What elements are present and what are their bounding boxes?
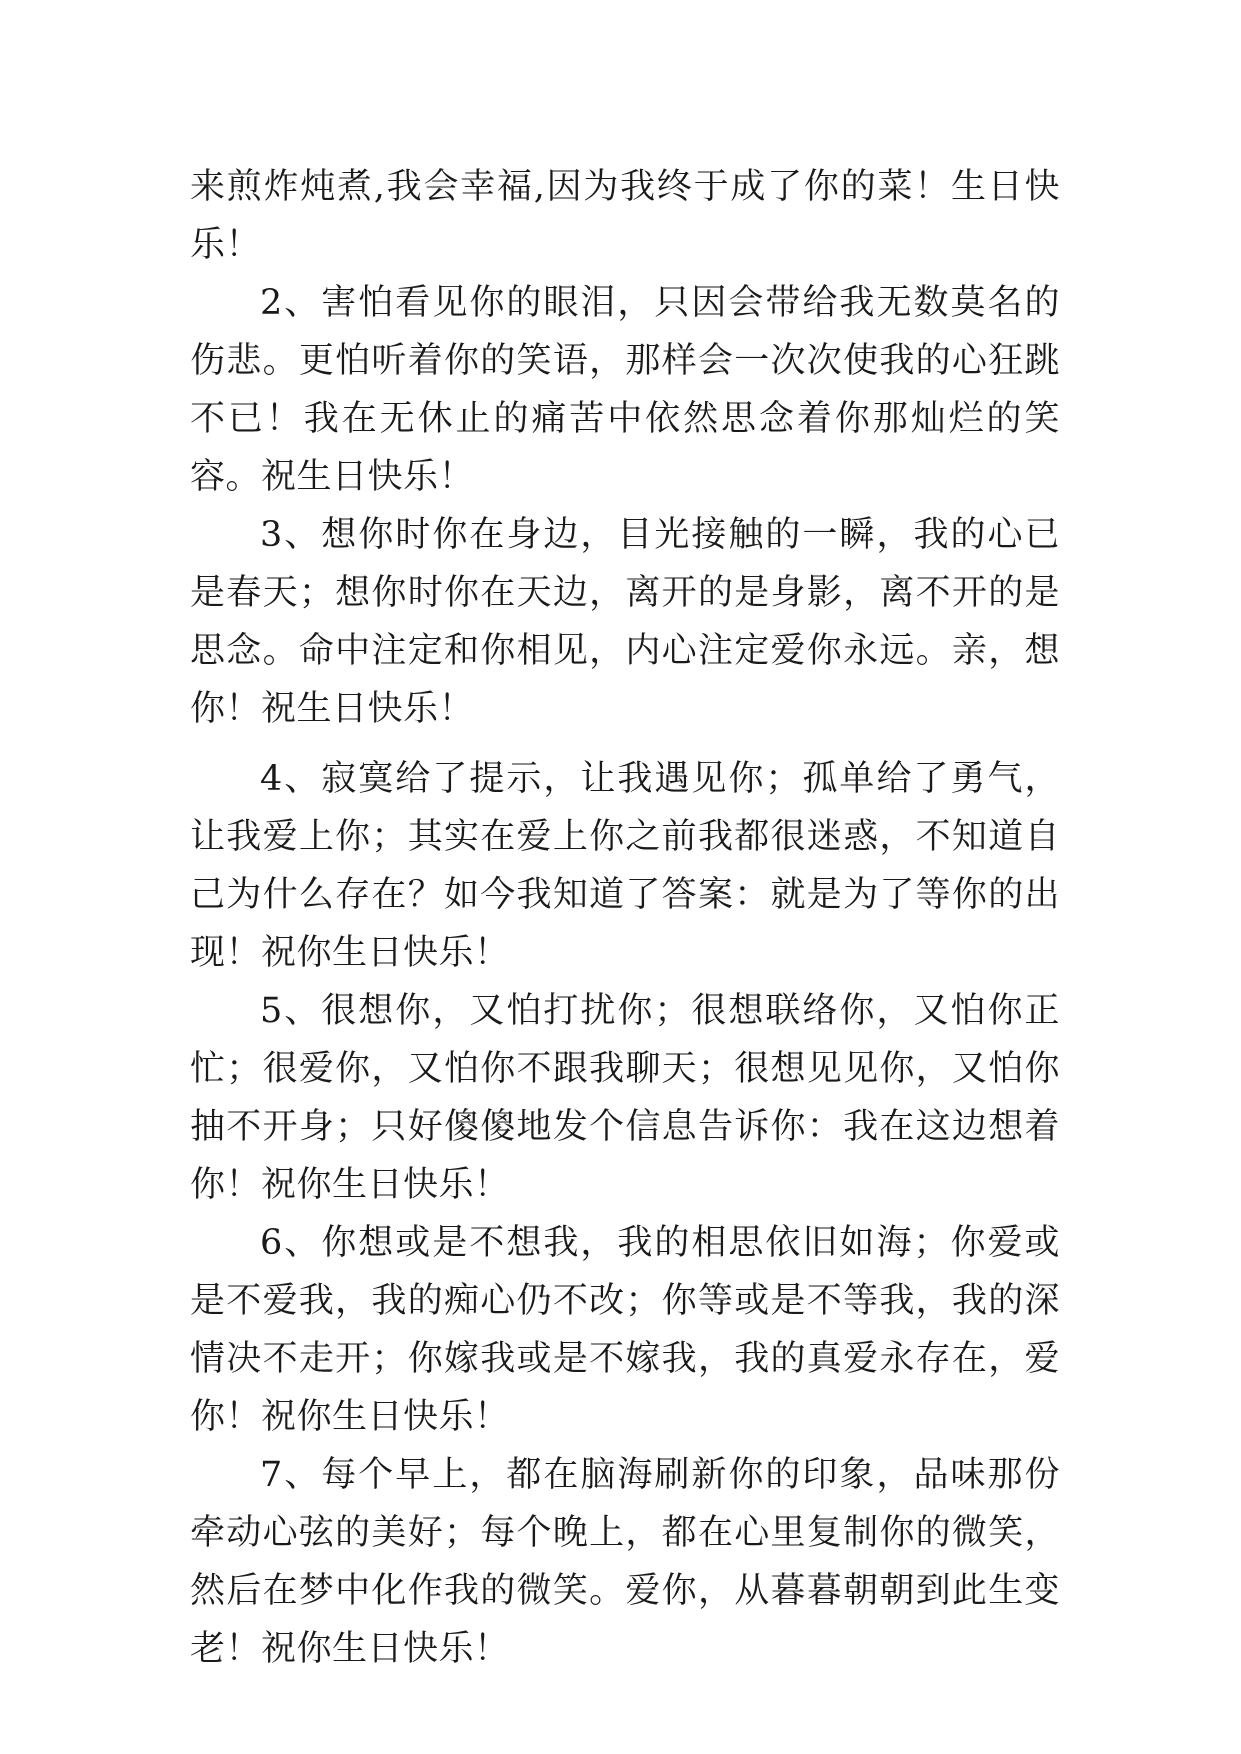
paragraph-5: 5、很想你，又怕打扰你；很想联络你，又怕你正忙；很爱你，又怕你不跟我聊天；很想见见你，又怕你抽不开身；只好傻傻地发个信息告诉你：我在这边想着你！祝你生日快乐！	[190, 991, 1060, 1205]
paragraph-2: 2、害怕看见你的眼泪，只因会带给我无数莫名的伤悲。更怕听着你的笑语，那样会一次次使我的心狂跳不已！我在无休止的痛苦中依然思念着你那灿烂的笑容。祝生日快乐！	[190, 283, 1060, 497]
paragraph-3: 3、想你时你在身边，目光接触的一瞬，我的心已是春天；想你时你在天边，离开的是身影，离不开的是思念。命中注定和你相见，内心注定爱你永远。亲，想你！祝生日快乐！	[190, 515, 1060, 729]
document-body	[190, 158, 1060, 1678]
paragraph-continuation: 来煎炸炖煮,我会幸福,因为我终于成了你的菜！生日快乐！	[190, 167, 1060, 265]
paragraph-6: 6、你想或是不想我，我的相思依旧如海；你爱或是不爱我，我的痴心仍不改；你等或是不等我，我的深情决不走开；你嫁我或是不嫁我，我的真爱永存在，爱你！祝你生日快乐！	[190, 1223, 1060, 1437]
paragraph-7: 7、每个早上，都在脑海刷新你的印象，品味那份牵动心弦的美好；每个晚上，都在心里复制你的微笑，然后在梦中化作我的微笑。爱你，从暮暮朝朝到此生变老！祝你生日快乐！	[190, 1455, 1060, 1669]
paragraph-4: 4、寂寞给了提示，让我遇见你；孤单给了勇气，让我爱上你；其实在爱上你之前我都很迷惑，不知道自己为什么存在？如今我知道了答案：就是为了等你的出现！祝你生日快乐！	[190, 759, 1060, 973]
